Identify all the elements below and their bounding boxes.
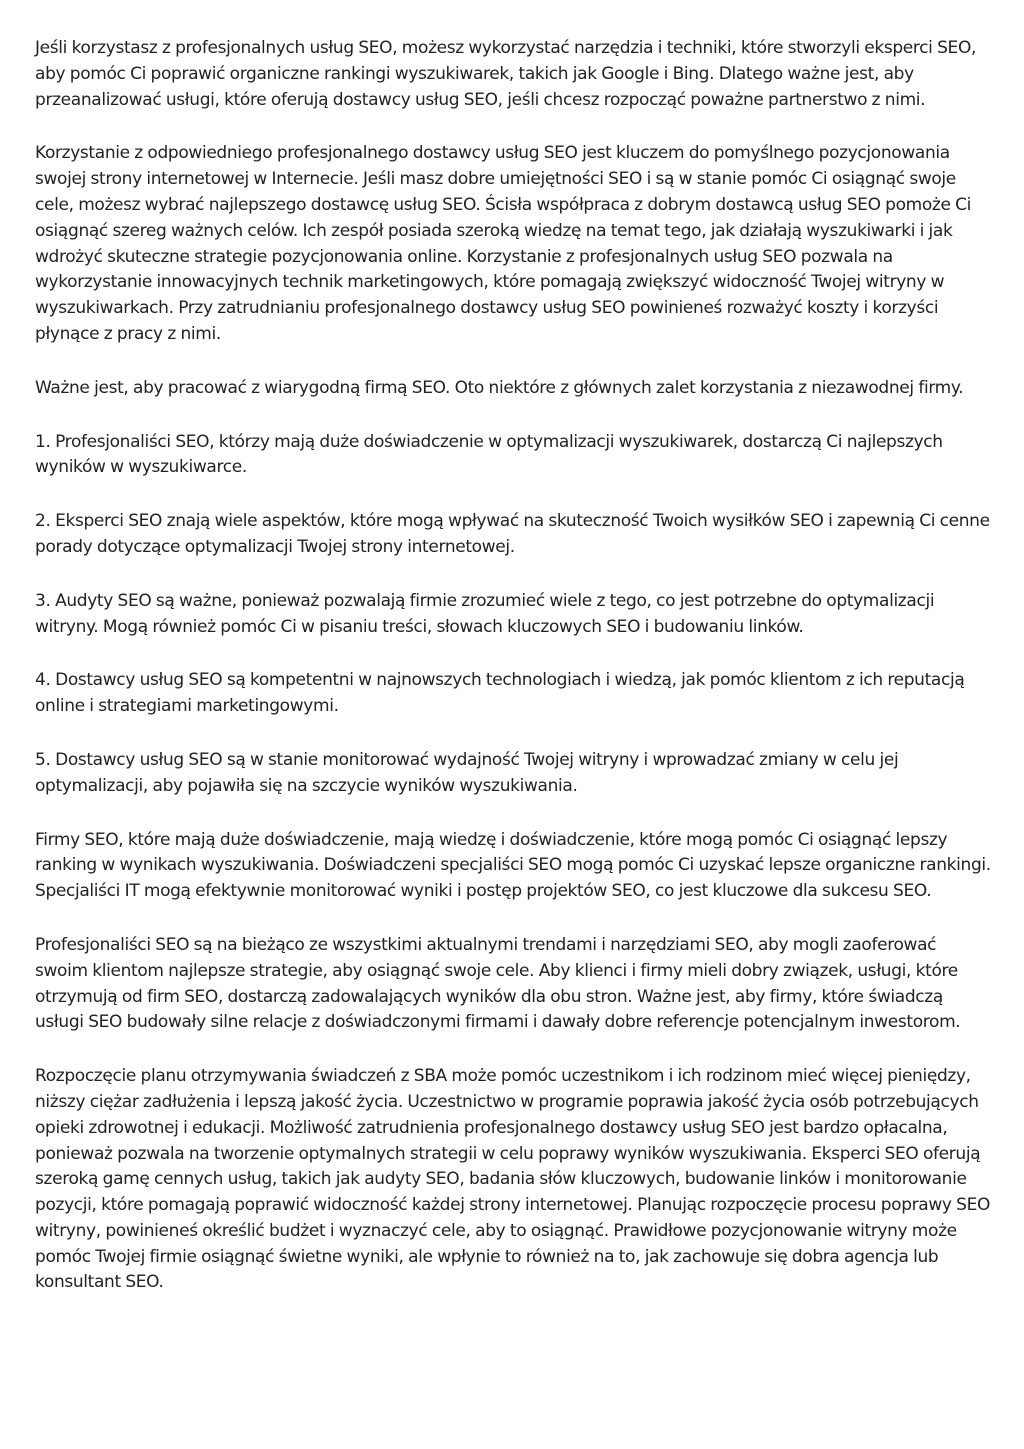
list-item-2: 2. Eksperci SEO znają wiele aspektów, które mogą wpływać na skuteczność Twoich wysiłków SEO i zapewnią Ci cenne porady dotyczące optymalizacji Twojej strony internetowej. <box>35 511 990 557</box>
list-item-1: 1. Profesjonaliści SEO, którzy mają duże doświadczenie w optymalizacji wyszukiwarek, dostarczą Ci najlepszych wyników w wyszukiwarce. <box>35 431 943 478</box>
list-item-4: 4. Dostawcy usług SEO są kompetentni w najnowszych technologiach i wiedzą, jak pomóc klientom z ich reputacją online i strategiami marketingowymi. <box>35 670 965 717</box>
paragraph-sba: Rozpoczęcie planu otrzymywania świadczeń z SBA może pomóc uczestnikom i ich rodzinom mieć więcej pieniędzy, niższy ciężar zadłużenia i lepszą jakość życia. Uczestnictwo w programie poprawia jakość życia osób potrzebujących opieki zdrowotnej i edukacji. Możliwość zatrudnienia profesjonalnego dostawcy usług SEO jest bardzo opłacalna, ponieważ pozwala na tworzenie optymalnych strategii w celu poprawy wyników wyszukiwania. Eksperci SEO oferują szeroką gamę cennych usług, takich jak audyty SEO, badania słów kluczowych, budowanie linków i monitorowanie pozycji, które pomagają poprawić widoczność każdej strony internetowej. Planując rozpoczęcie procesu poprawy SEO witryny, powinieneś określić budżet i wyznaczyć cele, aby to osiągnąć. Prawidłowe pozycjonowanie witryny może pomóc Twojej firmie osiągnąć świetne wyniki, ale wpłynie to również na to, jak zachowuje się dobra agencja lub konsultant SEO. <box>35 1066 991 1293</box>
list-item-3: 3. Audyty SEO są ważne, ponieważ pozwalają firmie zrozumieć wiele z tego, co jest potrzebne do optymalizacji witryny. Mogą również pomóc Ci w pisaniu treści, słowach kluczowych SEO i budowaniu linków. <box>35 590 935 637</box>
list-item-5: 5. Dostawcy usług SEO są w stanie monitorować wydajność Twojej witryny i wprowadzać zmiany w celu jej optymalizacji, aby pojawiła się na szczycie wyników wyszukiwania. <box>35 749 899 796</box>
document-page <box>35 36 993 1324</box>
paragraph-intro: Jeśli korzystasz z profesjonalnych usług SEO, możesz wykorzystać narzędzia i techniki, które stworzyli eksperci SEO, aby pomóc Ci poprawić organiczne rankingi wyszukiwarek, takich jak Google i Bing. Dlatego ważne jest, aby przeanalizować usługi, które oferują dostawcy usług SEO, jeśli chcesz rozpocząć poważne partnerstwo z nimi. <box>35 38 977 110</box>
paragraph-provider: Korzystanie z odpowiedniego profesjonalnego dostawcy usług SEO jest kluczem do pomyślnego pozycjonowania swojej strony internetowej w Internecie. Jeśli masz dobre umiejętności SEO i są w stanie pomóc Ci osiągnąć swoje cele, możesz wybrać najlepszego dostawcę usług SEO. Ścisła współpraca z dobrym dostawcą usług SEO pomoże Ci osiągnąć szereg ważnych celów. Ich zespół posiada szeroką wiedzę na temat tego, jak działają wyszukiwarki i jak wdrożyć skuteczne strategie pozycjonowania online. Korzystanie z profesjonalnych usług SEO pozwala na wykorzystanie innowacyjnych technik marketingowych, które pomagają zwiększyć widoczność Twojej witryny w wyszukiwarkach. Przy zatrudnianiu profesjonalnego dostawcy usług SEO powinieneś rozważyć koszty i korzyści płynące z pracy z nimi. <box>35 143 972 344</box>
paragraph-experience: Firmy SEO, które mają duże doświadczenie, mają wiedzę i doświadczenie, które mogą pomóc Ci osiągnąć lepszy ranking w wynikach wyszukiwania. Doświadczeni specjaliści SEO mogą pomóc Ci uzyskać lepsze organiczne rankingi. Specjaliści IT mogą efektywnie monitorować wyniki i postęp projektów SEO, co jest kluczowe dla sukcesu SEO. <box>35 829 991 902</box>
paragraph-trends: Profesjonaliści SEO są na bieżąco ze wszystkimi aktualnymi trendami i narzędziami SEO, aby mogli zaoferować swoim klientom najlepsze strategie, aby osiągnąć swoje cele. Aby klienci i firmy mieli dobry związek, usługi, które otrzymują od firm SEO, dostarczą zadowalających wyników dla obu stron. Ważne jest, aby firmy, które świadczą usługi SEO budowały silne relacje z doświadczonymi firmami i dawały dobre referencje potencjalnym inwestorom. <box>35 934 961 1033</box>
paragraph-reliable-firm: Ważne jest, aby pracować z wiarygodną firmą SEO. Oto niektóre z głównych zalet korzystania z niezawodnej firmy. <box>35 377 964 398</box>
